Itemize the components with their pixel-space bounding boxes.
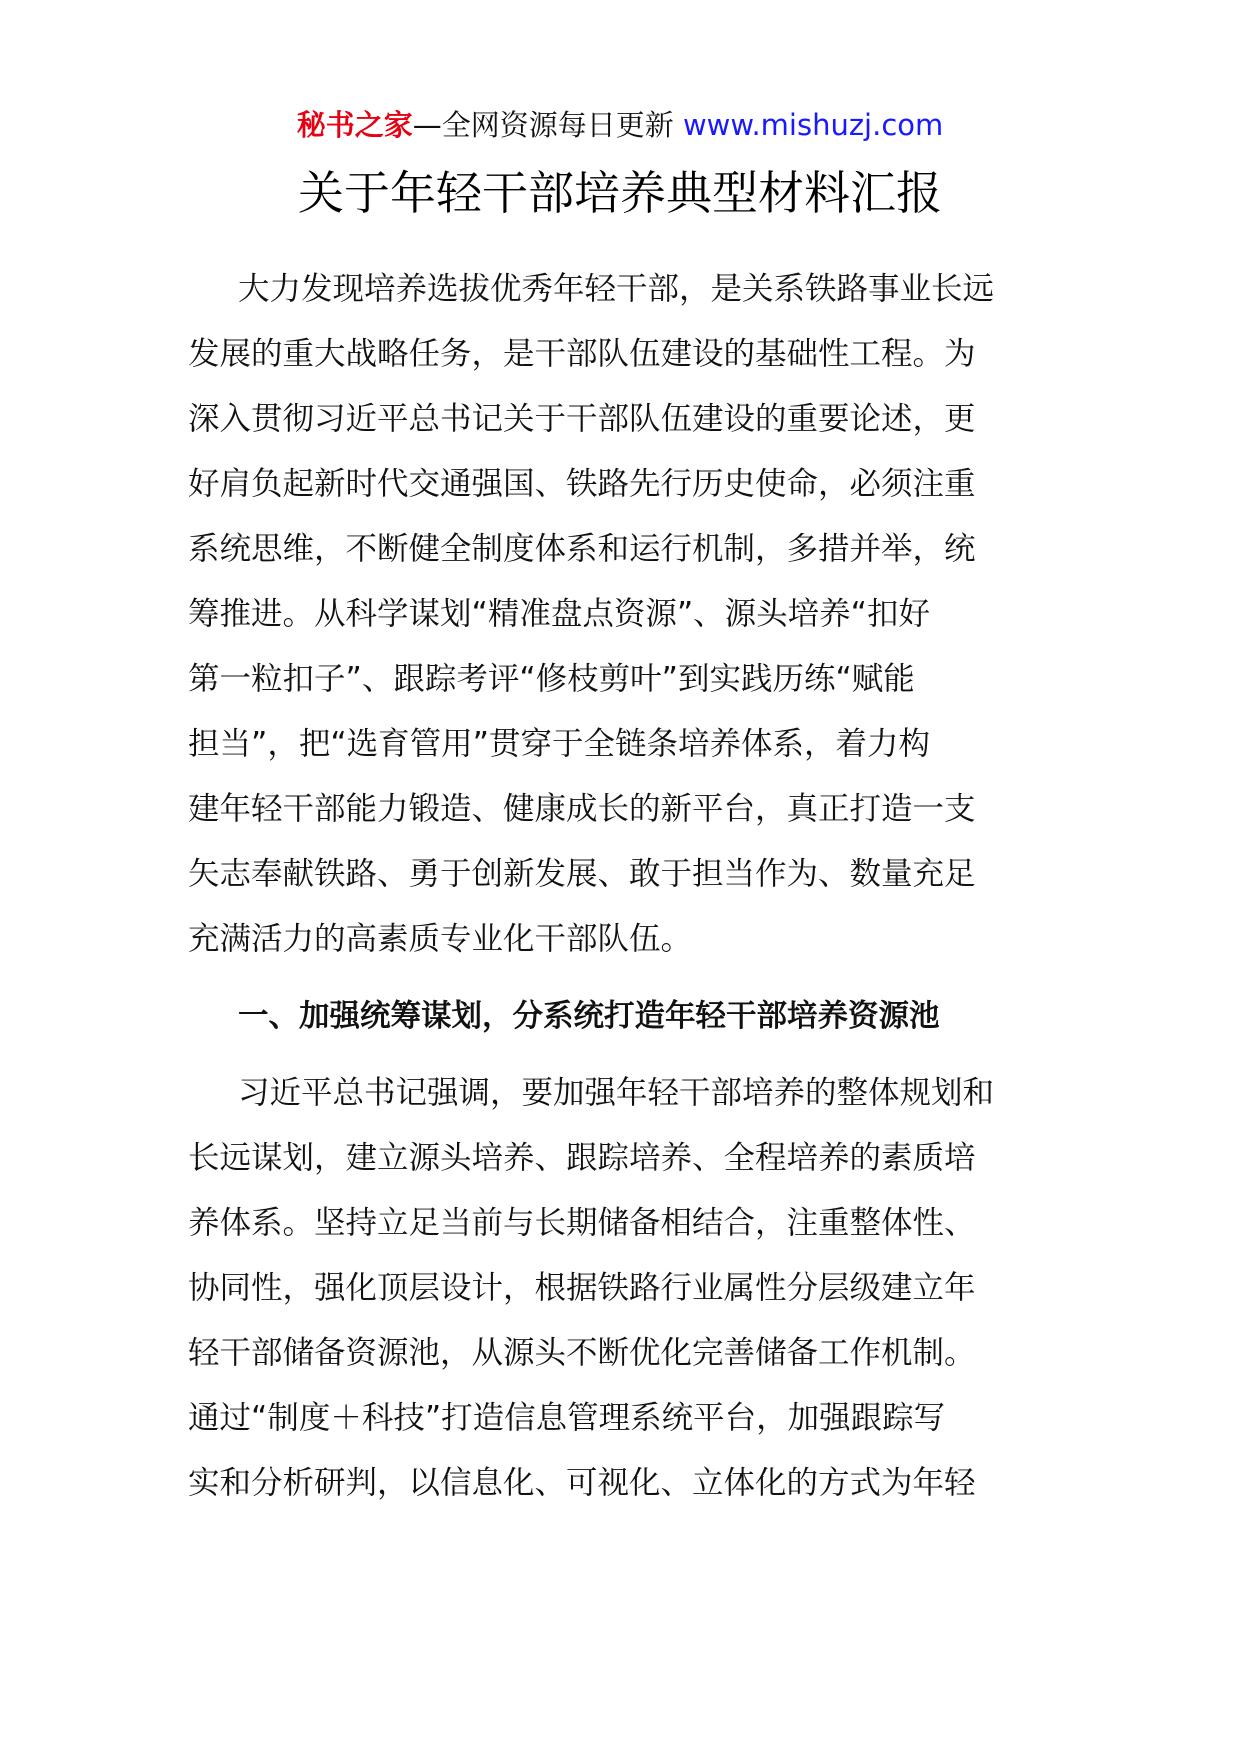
paragraph-line: 实和分析研判，以信息化、可视化、立体化的方式为年轻 <box>188 1465 976 1501</box>
paragraph-section1 <box>188 1061 1058 1516</box>
paragraph-intro <box>188 257 1058 972</box>
paragraph-line: 好肩负起新时代交通强国、铁路先行历史使命，必须注重 <box>188 466 976 502</box>
paragraph-line: 协同性，强化顶层设计，根据铁路行业属性分层级建立年 <box>188 1270 976 1306</box>
paragraph-line: 发展的重大战略任务，是干部队伍建设的基础性工程。为 <box>188 336 976 372</box>
paragraph-line: 习近平总书记强调，要加强年轻干部培养的整体规划和 <box>238 1075 995 1111</box>
paragraph-line: 长远谋划，建立源头培养、跟踪培养、全程培养的素质培 <box>188 1140 976 1176</box>
paragraph-line: 通过“制度＋科技”打造信息管理系统平台，加强跟踪写 <box>188 1400 946 1436</box>
paragraph-line: 担当”，把“选育管用”贯穿于全链条培养体系，着力构 <box>188 726 930 762</box>
section-heading: 一、加强统筹谋划，分系统打造年轻干部培养资源池 <box>238 999 940 1034</box>
site-header <box>0 100 1240 150</box>
header-tagline: —全网资源每日更新 <box>412 108 674 142</box>
document-body <box>188 257 1058 1516</box>
paragraph-line: 深入贯彻习近平总书记关于干部队伍建设的重要论述，更 <box>188 401 976 437</box>
paragraph-line: 养体系。坚持立足当前与长期储备相结合，注重整体性、 <box>188 1205 976 1241</box>
paragraph-line: 充满活力的高素质专业化干部队伍。 <box>188 921 693 957</box>
paragraph-line: 第一粒扣子”、跟踪考评“修枝剪叶”到实践历练“赋能 <box>188 661 915 697</box>
paragraph-line: 大力发现培养选拔优秀年轻干部，是关系铁路事业长远 <box>238 271 995 307</box>
paragraph-line: 轻干部储备资源池，从源头不断优化完善储备工作机制。 <box>188 1335 976 1371</box>
document-title: 关于年轻干部培养典型材料汇报 <box>298 166 942 220</box>
site-url[interactable]: www.mishuzj.com <box>673 108 944 142</box>
paragraph-line: 矢志奉献铁路、勇于创新发展、敢于担当作为、数量充足 <box>188 856 976 892</box>
paragraph-line: 系统思维，不断健全制度体系和运行机制，多措并举，统 <box>188 531 976 567</box>
brand-name: 秘书之家 <box>296 108 413 142</box>
paragraph-line: 筹推进。从科学谋划“精准盘点资源”、源头培养“扣好 <box>188 596 930 632</box>
paragraph-line: 建年轻干部能力锻造、健康成长的新平台，真正打造一支 <box>188 791 976 827</box>
